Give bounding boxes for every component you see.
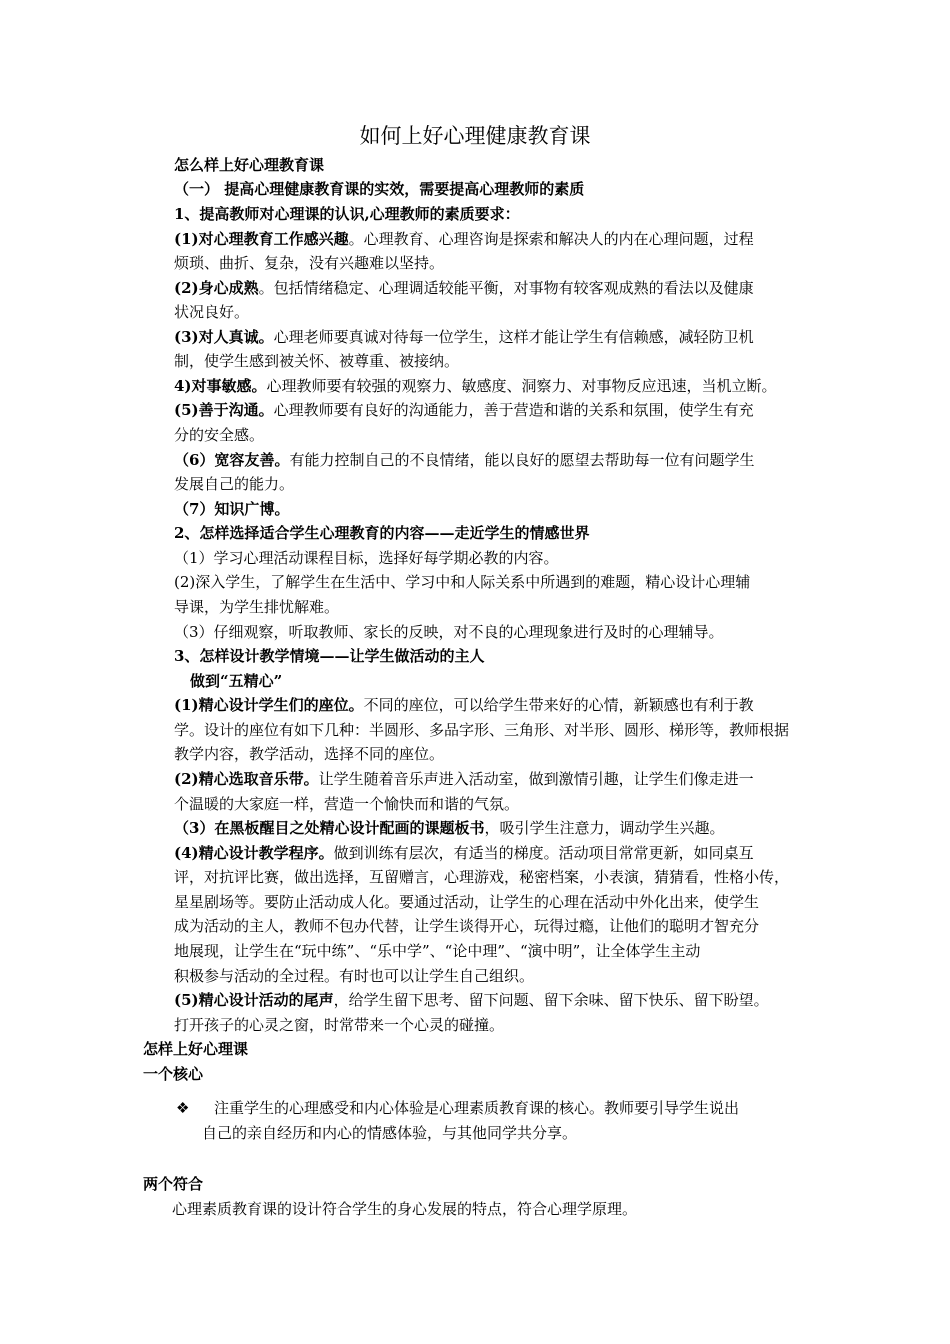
body-text: 成为活动的主人，教师不包办代替，让学生谈得开心，玩得过瘾，让他们的聪明才智充分 (174, 917, 760, 935)
text-line (174, 546, 559, 570)
body-text: 让学生随着音乐声进入活动室，做到激情引趣，让学生们像走进一 (318, 770, 754, 788)
text-line (174, 644, 484, 668)
bold-text: 4)对事敏感。 (174, 377, 267, 395)
body-text: 。包括情绪稳定、心理调适较能平衡，对事物有较客观成熟的看法以及健康 (258, 279, 754, 297)
text-line (174, 251, 444, 275)
body-text: (2)深入学生，了解学生在生活中、学习中和人际关系中所遇到的难题，精心设计心理辅 (174, 573, 751, 591)
text-line (174, 423, 264, 447)
text-line (174, 276, 754, 300)
body-text: 烦琐、曲折、复杂，没有兴趣难以坚持。 (174, 254, 445, 272)
body-text: （1）学习心理活动课程目标，选择好每学期必教的内容。 (174, 549, 559, 567)
text-line (174, 570, 750, 594)
body-text: 分的安全感。 (174, 426, 265, 444)
bold-text: （7）知识广博。 (174, 500, 290, 518)
text-line (143, 1172, 203, 1196)
body-text: ，吸引学生注意力，调动学生兴趣。 (484, 819, 725, 837)
text-line (174, 816, 724, 840)
text-line (174, 227, 754, 251)
body-text: 个温暖的大家庭一样，营造一个愉快而和谐的气氛。 (174, 795, 520, 813)
bold-text: (1)对心理教育工作感兴趣 (174, 230, 349, 248)
body-text: 评，对抗评比赛，做出选择，互留赠言，心理游戏，秘密档案，小表演，猜猜看，性格小传， (174, 868, 790, 886)
body-text: （3）仔细观察，听取教师、家长的反映，对不良的心理现象进行及时的心理辅导。 (174, 623, 724, 641)
body-text: 有能力控制自己的不良情绪，能以良好的愿望去帮助每一位有问题学生 (289, 451, 755, 469)
text-line (174, 620, 724, 644)
text-line (174, 939, 700, 963)
bold-text: (4)精心设计教学程序。 (174, 844, 334, 862)
bold-text: (1)精心设计学生们的座位。 (174, 696, 364, 714)
text-line (174, 177, 584, 201)
text-line (174, 300, 249, 324)
text-line (174, 472, 294, 496)
text-line (174, 325, 754, 349)
body-text: 。心理教育、心理咨询是探索和解决人的内在心理问题，过程 (348, 230, 754, 248)
text-line (202, 1121, 577, 1145)
text-line (174, 448, 754, 472)
bold-text: 3、怎样设计教学情境——让学生做活动的主人 (174, 647, 485, 665)
text-line (174, 742, 444, 766)
body-text: 地展现，让学生在“玩中练”、“乐中学”、“论中理”、“演中明”，让全体学生主动 (174, 942, 701, 960)
text-line (174, 374, 777, 398)
text-line (190, 669, 282, 693)
text-line (143, 1037, 248, 1061)
text-line (174, 792, 519, 816)
bold-text: 做到“五精心” (190, 672, 283, 690)
text-line (174, 398, 754, 422)
text-line (174, 964, 534, 988)
body-text: ，给学生留下思考、留下问题、留下余味、留下快乐、留下盼望。 (333, 991, 769, 1009)
body-text: 做到训练有层次，有适当的梯度。活动项目常常更新，如同桌互 (333, 844, 754, 862)
bold-text: (2)精心选取音乐带。 (174, 770, 319, 788)
body-text: 导课，为学生排忧解难。 (174, 598, 340, 616)
text-line (143, 1062, 203, 1086)
bold-text: 怎么样上好心理教育课 (174, 156, 325, 174)
text-line (174, 349, 459, 373)
bold-text: （一） 提高心理健康教育课的实效，需要提高心理教师的素质 (174, 180, 585, 198)
body-text: 学。设计的座位有如下几种：半圆形、多品字形、三角形、对半形、圆形、梯形等，教师根据 (174, 721, 790, 739)
text-line (174, 718, 789, 742)
text-line (174, 890, 759, 914)
diamond-bullet-icon: ❖ (176, 1099, 190, 1117)
bold-text: (2)身心成熟 (174, 279, 259, 297)
text-line (172, 1197, 637, 1221)
bold-text: 一个核心 (143, 1065, 204, 1083)
text-line (174, 202, 520, 226)
text-line (174, 841, 754, 865)
text-line (174, 153, 324, 177)
body-text: 心理教师要有良好的沟通能力，善于营造和谐的关系和氛围，使学生有充 (273, 401, 754, 419)
text-line (174, 1013, 504, 1037)
bold-text: (5)精心设计活动的尾声 (174, 991, 334, 1009)
bold-text: （3）在黑板醒目之处精心设计配画的课题板书 (174, 819, 485, 837)
body-text: 心理教师要有较强的观察力、敏感度、洞察力、对事物反应迅速，当机立断。 (266, 377, 777, 395)
bold-text: (3)对人真诚。 (174, 328, 274, 346)
body-text: 发展自己的能力。 (174, 475, 295, 493)
body-text: 状况良好。 (174, 303, 250, 321)
text-line (174, 595, 339, 619)
bold-text: 怎样上好心理课 (143, 1040, 249, 1058)
body-text: 制，使学生感到被关怀、被尊重、被接纳。 (174, 352, 460, 370)
bold-text: （6）宽容友善。 (174, 451, 290, 469)
document-title: 如何上好心理健康教育课 (359, 124, 591, 148)
text-line (214, 1096, 739, 1120)
body-text: 积极参与活动的全过程。有时也可以让学生自己组织。 (174, 967, 535, 985)
text-line (174, 693, 754, 717)
text-line (174, 497, 289, 521)
body-text: 心理老师要真诚对待每一位学生，这样才能让学生有信赖感，减轻防卫机 (273, 328, 754, 346)
body-text: 注重学生的心理感受和内心体验是心理素质教育课的核心。教师要引导学生说出 (214, 1099, 740, 1117)
bold-text: (5)善于沟通。 (174, 401, 274, 419)
text-line (174, 865, 789, 889)
bold-text: 1、提高教师对心理课的认识,心理教师的素质要求： (174, 205, 520, 223)
bold-text: 2、怎样选择适合学生心理教育的内容——走近学生的情感世界 (174, 524, 590, 542)
body-text: 不同的座位，可以给学生带来好的心情，新颖感也有利于教 (363, 696, 754, 714)
text-line (174, 767, 754, 791)
body-text: 教学内容，教学活动，选择不同的座位。 (174, 745, 445, 763)
text-line (174, 914, 759, 938)
body-text: 星星剧场等。要防止活动成人化。要通过活动，让学生的心理在活动中外化出来，使学生 (174, 893, 760, 911)
bold-text: 两个符合 (143, 1175, 204, 1193)
body-text: 心理素质教育课的设计符合学生的身心发展的特点，符合心理学原理。 (172, 1200, 638, 1218)
body-text: 自己的亲自经历和内心的情感体验，与其他同学共分享。 (202, 1124, 578, 1142)
text-line (174, 988, 769, 1012)
text-line (174, 521, 589, 545)
body-text: 打开孩子的心灵之窗，时常带来一个心灵的碰撞。 (174, 1016, 505, 1034)
